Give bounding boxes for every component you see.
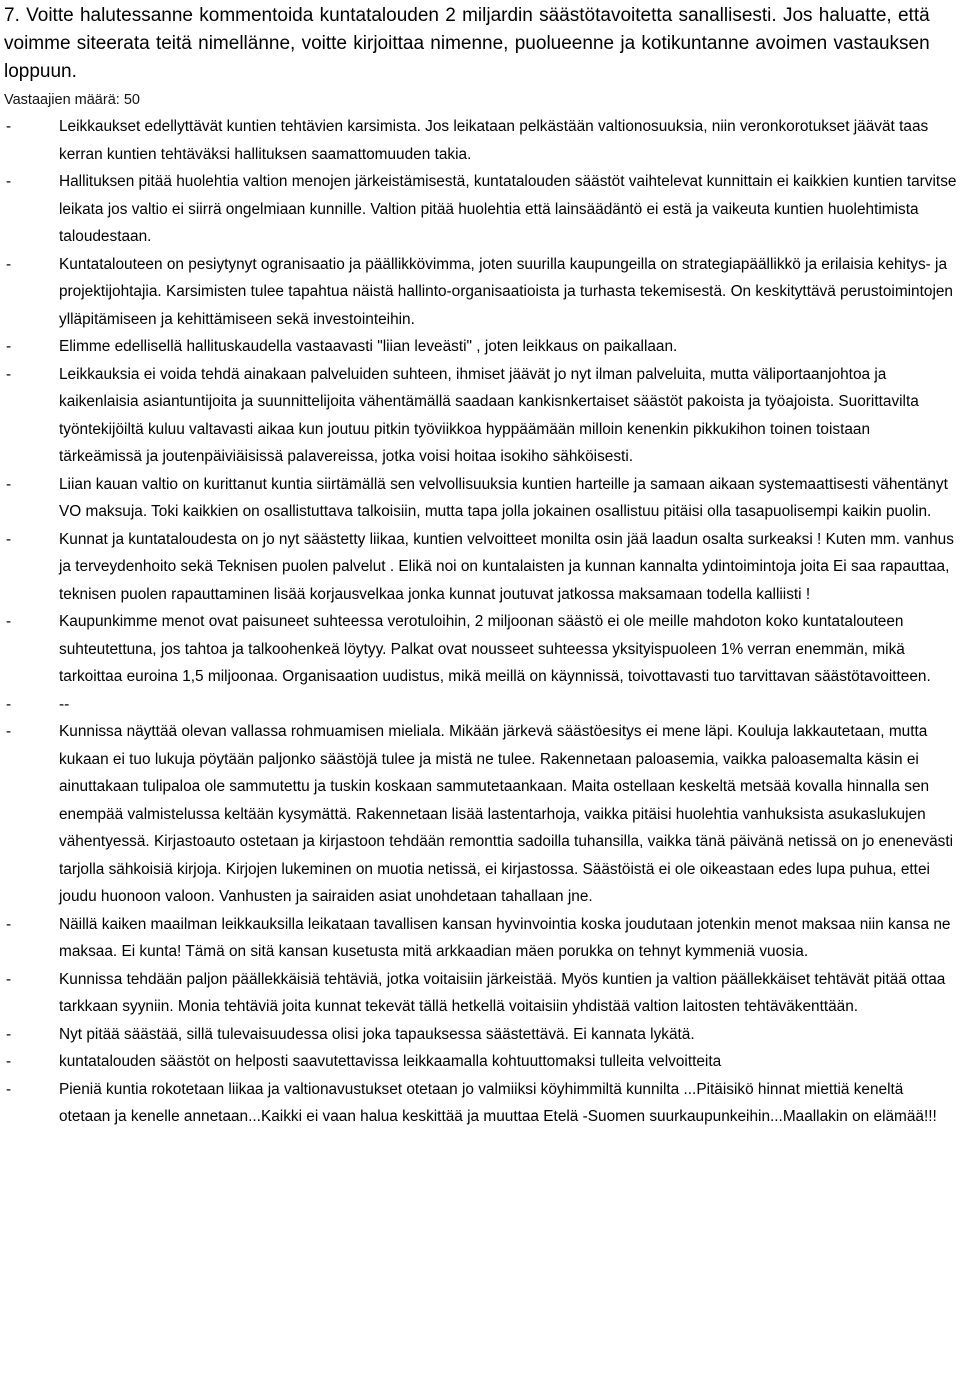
response-item [4,526,957,609]
response-item [4,1048,957,1076]
response-item [4,608,957,691]
response-item [4,911,957,966]
response-item [4,471,957,526]
bullet-dash: - [6,338,12,355]
bullet-dash: - [6,365,12,383]
bullet-dash: - [6,475,12,493]
bullet-dash: - [6,118,12,135]
response-item [4,251,957,334]
bullet-dash: - [6,695,12,713]
response-text: kuntatalouden säästöt on helposti saavutettavissa leikkaamalla kohtuuttomaksi tulleita velvoitteita [59,1053,722,1070]
response-text: Nyt pitää säästää, sillä tulevaisuudessa olisi joka tapauksessa säästettävä. Ei kannata lykätä. [59,1025,695,1043]
bullet-dash: - [6,255,12,273]
bullet-dash: - [6,173,12,190]
response-item [4,333,957,361]
respondent-count: Vastaajien määrä: 50 [4,92,140,108]
response-item [4,718,957,911]
response-text: Kuntatalouteen on pesiytynyt ogranisaatio ja päällikkövimma, joten suurilla kaupungeilla on strategiapäällikkö ja erilaisia kehitys- ja projektijohtajia. Karsimisten tulee tapahtua näistä hallinto-organisaatioista ja turhasta tekemisestä. On keskityttävä perustoimintojen ylläpitämiseen ja kehittämiseen sekä investointeihin. [59,255,953,328]
response-item [4,168,957,251]
response-item [4,1076,957,1131]
response-text: Liian kauan valtio on kurittanut kuntia siirtämällä sen velvollisuuksia kuntien harteille ja samaan aikaan systemaattisesti vähentänyt VO maksuja. Toki kaikkien on osallistuttava talkoisiin, mutta tapa jolla jokainen osallistuu pitäisi olla tasapuolisempi kaikin puolin. [59,475,948,520]
response-text: Kaupunkimme menot ovat paisuneet suhteessa verotuloihin, 2 miljoonan säästö ei ole meille mahdoton koko kuntatalouteen suhteutettuna, jos tahtoa ja talkoohenkeä löytyy. Palkat ovat nousseet suhteessa yksityispuoleen 1% verran enemmän, mikä tarkoittaa euroina 1,5 miljoonaa. Organisaation uudistus, mikä meillä on käynnissä, toivottavasti tuo tarvittavan säästötavoitteen. [59,613,931,685]
bullet-dash: - [6,1080,12,1098]
response-list [4,113,956,1131]
response-text: Pieniä kuntia rokotetaan liikaa ja valtionavustukset otetaan jo valmiiksi köyhimmiltä kunnilta ...Pitäisikö hinnat miettiä keneltä otetaan ja kenelle annetaan...Kaikki ei vaan halua keskittää ja muuttaa Etelä -Suomen suurkaupunkeihin...Maallakin on elämää!!! [59,1080,937,1125]
response-item [4,113,957,168]
response-text: Elimme edellisellä hallituskaudella vastaavasti "liian leveästi" , joten leikkaus on paikallaan. [59,338,678,355]
bullet-dash: - [6,970,12,988]
response-text: Kunnissa näyttää olevan vallassa rohmuamisen mieliala. Mikään järkevä säästöesitys ei mene läpi. Kouluja lakkautetaan, mutta kukaan ei tuo lukuja pöytään paljonko säästöjä tulee ja mistä ne tulee. Rakennetaan paloasemia, vaikka paloasemalta käsin ei ainuttakaan tulipaloa ole sammutettu ja tuskin koskaan sammutetaankaan. Maita ostellaan keskeltä metsää kovalla hinnalla sen enempää valmistelussa keltään kysymättä. Rakennetaan lisää lastentarhoja, vaikka pitäisi huolehtia vanhuksista asukaslukujen vähentyessä. Kirjastoauto ostetaan ja kirjastoon tehdään remonttia sadoilla tuhansilla, vaikka tänä päivänä netissä on jo enenevästi tarjolla sähkoisiä kirjoja. Kirjojen lukeminen on muotia netissä, ei kirjastossa. Säästöistä ei ole oikeastaan edes lupa puhua, ettei joudu huonoon valoon. Vanhusten ja sairaiden asiat unohdetaan tahallaan jne. [59,723,954,905]
response-item [4,361,957,471]
bullet-dash: - [6,530,12,548]
bullet-dash: - [6,723,12,740]
response-text: -- [59,695,70,713]
bullet-dash: - [6,613,12,630]
response-text: Näillä kaiken maailman leikkauksilla leikataan tavallisen kansan hyvinvointia koska joudutaan jotenkin menot maksaa niin kansa ne maksaa. Ei kunta! Tämä on sitä kansan kusetusta mitä arkkaadian mäen porukka on tehnyt kymmeniä vuosia. [59,915,951,960]
response-item [4,691,957,719]
response-text: Hallituksen pitää huolehtia valtion menojen järkeistämisestä, kuntatalouden säästöt vaihtelevat kunnittain ei kaikkien kuntien tarvitse leikata jos valtio ei siirrä ongelmiaan kunnille. Valtion pitää huolehtia että lainsäädäntö ei estä ja vaikeuta kuntien huolehtimista taloudestaan. [59,173,957,245]
bullet-dash: - [6,1025,12,1043]
bullet-dash: - [6,1053,12,1070]
response-item [4,1021,957,1049]
bullet-dash: - [6,915,12,933]
response-text: Kunnat ja kuntataloudesta on jo nyt säästetty liikaa, kuntien velvoitteet monilta osin jää laadun osalta surkeaksi ! Kuten mm. vanhus ja terveydenhoito sekä Teknisen puolen palvelut . Elikä noi on kuntalaisten ja kunnan kannalta ydintoimintoja joita Ei saa rapauttaa, teknisen puolen rapauttaminen lisää korjausvelkaa jonka kunnat joutuvat jatkossa maksamaan todella kalliisti ! [59,530,954,603]
response-text: Leikkaukset edellyttävät kuntien tehtävien karsimista. Jos leikataan pelkästään valtionosuuksia, niin veronkorotukset jäävät taas kerran kuntien tehtäväksi hallituksen saamattomuuden takia. [59,118,929,163]
response-item [4,966,957,1021]
question-text: 7. Voitte halutessanne kommentoida kuntatalouden 2 miljardin säästötavoitetta sanallisesti. Jos haluatte, että voimme siteerata teitä nimellänne, voitte kirjoittaa nimenne, puolueenne ja kotikuntanne avoimen vastauksen loppuun. [4,5,930,82]
response-text: Kunnissa tehdään paljon päällekkäisiä tehtäviä, jotka voitaisiin järkeistää. Myös kuntien ja valtion päällekkäiset tehtävät pitää ottaa tarkkaan syyniin. Monia tehtäviä joita kunnat tekevät tällä hetkellä voitaisiin yhdistää valtion laitosten tehtäväkenttään. [59,970,946,1015]
response-text: Leikkauksia ei voida tehdä ainakaan palveluiden suhteen, ihmiset jäävät jo nyt ilman palveluita, mutta väliportaanjohtoa ja kaikenlaisia asiantuntijoita ja suunnittelijoita vähentämällä saadaan kankisnkertaiset säästöt pakoista ja työajoista. Suorittavilta työntekijöiltä kuluu valtavasti aikaa kun joutuu pitkin työviikkoa hyppäämään milloin kenenkin pikkukihon toinen toistaan tärkeämissä ja joutenpäiviäisissä palavereissa, jotka voisi hoitaa isokiho sähköisesti. [59,365,919,465]
